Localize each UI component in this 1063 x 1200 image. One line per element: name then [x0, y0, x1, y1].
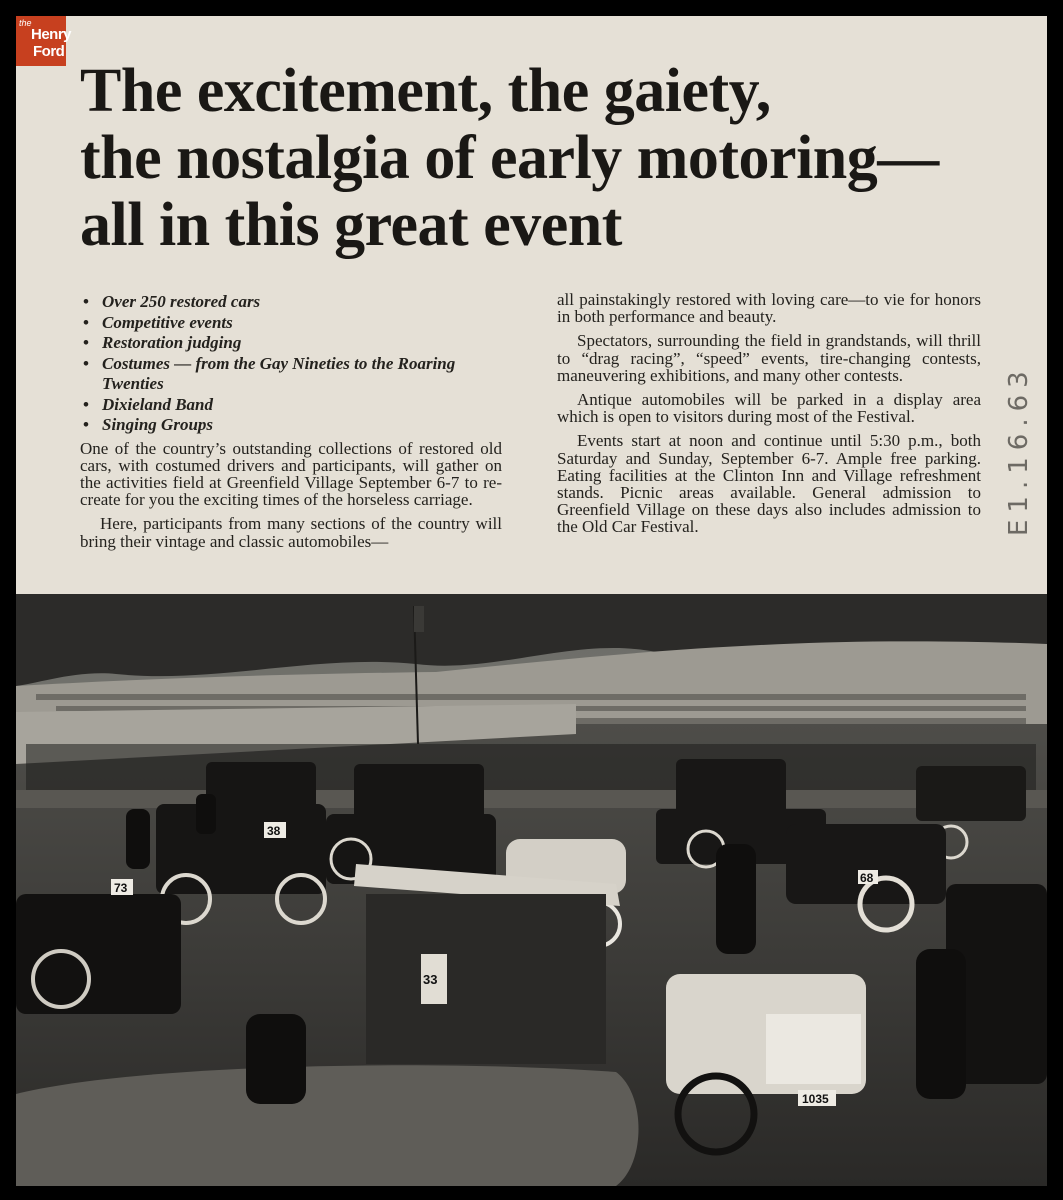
feature-item: • Dixieland Band: [80, 395, 502, 416]
feature-item: • Over 250 restored cars: [80, 292, 502, 313]
american-flag: [414, 606, 424, 632]
logo-ford: Ford: [33, 43, 65, 60]
feature-list: [80, 292, 502, 436]
spectators-paragraph: Spectators, surrounding the field in grandstands, will thrill to “drag racing”, “speed” events, tire-changing contests, maneuvering exhibitions, and many other contests.: [557, 331, 981, 385]
car-number-73: 73: [114, 881, 128, 895]
intro-paragraph: One of the country’s outstanding collections of restored old cars, with costumed drivers and participants, will gather on the activities field at Greenfield Village September 6-7 to re-create for you the exciting times of the horseless carriage.: [80, 438, 502, 510]
right-column: [557, 291, 981, 543]
continuation-paragraph: all painstakingly restored with loving care—to vie for honors in both performance and beauty.: [557, 290, 981, 327]
events-schedule-paragraph: Events start at noon and continue until 5:30 p.m., both Saturday and Sunday, September 6-7. Ample free parking. Eating facilities at the Clinton Inn and Village refreshment stands. Picnic areas available. General admission to Greenfield Village on these days also includes admission to the Old Car Festival.: [557, 431, 981, 537]
archive-handwritten-note: E1.16.63: [1004, 364, 1034, 536]
roofed-car: [354, 864, 620, 1064]
old-car-festival-photo: [16, 594, 1047, 1186]
license-plate-1035: 1035: [802, 1092, 829, 1106]
logo-henry: Henry: [31, 26, 72, 43]
car-number-68: 68: [860, 871, 874, 885]
participants-paragraph: Here, participants from many sections of the country will bring their vintage and classic automobiles—: [80, 514, 502, 551]
feature-item: • Competitive events: [80, 313, 502, 334]
car-number-33: 33: [423, 972, 438, 987]
feature-item: • Restoration judging: [80, 333, 502, 354]
spectator-row: [16, 744, 1047, 808]
feature-item: • Singing Groups: [80, 415, 502, 436]
display-area-paragraph: Antique automobiles will be parked in a display area which is open to visitors during most of the Festival.: [557, 390, 981, 427]
car-number-38: 38: [267, 824, 281, 838]
feature-item: • Costumes — from the Gay Nineties to the Roaring Twenties: [80, 354, 502, 395]
left-column: [80, 292, 502, 557]
vintage-car: [16, 894, 181, 1014]
henry-ford-logo: [16, 16, 72, 66]
foreground-car-roof: [16, 1065, 639, 1186]
logo-the: the: [19, 18, 32, 28]
headline: The excitement, the gaiety, the nostalgia of early motoring— all in this great event: [80, 57, 939, 259]
brochure-page: [16, 16, 1047, 1186]
